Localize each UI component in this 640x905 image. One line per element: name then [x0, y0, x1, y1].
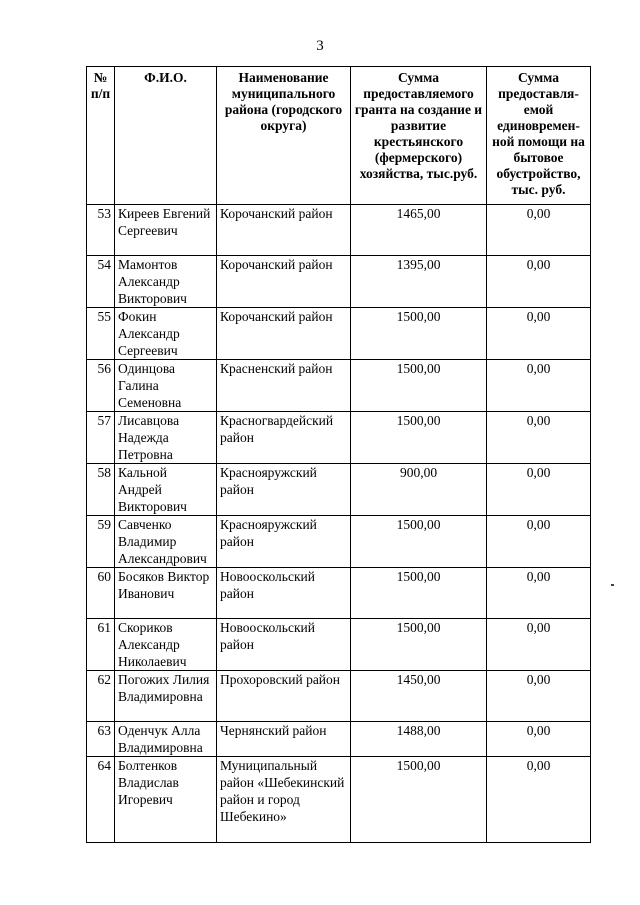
row-help: 0,00 — [487, 256, 591, 308]
row-fio: Болтенков Владислав Игоревич — [115, 757, 217, 843]
row-rayon: Чернянский район — [217, 722, 351, 757]
row-help: 0,00 — [487, 464, 591, 516]
row-rayon: Красногвардейский район — [217, 412, 351, 464]
row-num: 64 — [87, 757, 115, 843]
row-help: 0,00 — [487, 412, 591, 464]
row-help: 0,00 — [487, 360, 591, 412]
row-fio: Оденчук Алла Владимировна — [115, 722, 217, 757]
row-num: 62 — [87, 671, 115, 722]
row-rayon: Краснояружский район — [217, 464, 351, 516]
row-num: 56 — [87, 360, 115, 412]
row-help: 0,00 — [487, 205, 591, 256]
table-row — [87, 412, 591, 464]
scan-mark — [611, 584, 614, 586]
table-row — [87, 722, 591, 757]
row-num: 53 — [87, 205, 115, 256]
row-rayon: Корочанский район — [217, 308, 351, 360]
row-fio: Скориков Александр Николаевич — [115, 619, 217, 671]
row-grant: 1395,00 — [351, 256, 487, 308]
table-body — [87, 205, 591, 843]
row-fio: Одинцова Галина Семеновна — [115, 360, 217, 412]
row-fio: Фокин Александр Сергеевич — [115, 308, 217, 360]
row-help: 0,00 — [487, 722, 591, 757]
row-fio: Киреев Евгений Сергеевич — [115, 205, 217, 256]
row-rayon: Корочанский район — [217, 205, 351, 256]
row-fio: Босяков Виктор Иванович — [115, 568, 217, 619]
row-num: 57 — [87, 412, 115, 464]
row-grant: 1450,00 — [351, 671, 487, 722]
row-grant: 1500,00 — [351, 757, 487, 843]
row-grant: 1500,00 — [351, 308, 487, 360]
row-help: 0,00 — [487, 619, 591, 671]
header-row — [87, 67, 591, 205]
header-num: № п/п — [87, 67, 115, 205]
table-row — [87, 516, 591, 568]
row-grant: 1500,00 — [351, 619, 487, 671]
row-num: 60 — [87, 568, 115, 619]
row-grant: 1500,00 — [351, 360, 487, 412]
row-fio: Кальной Андрей Викторович — [115, 464, 217, 516]
row-rayon: Новооскольский район — [217, 619, 351, 671]
row-grant: 900,00 — [351, 464, 487, 516]
row-help: 0,00 — [487, 568, 591, 619]
row-num: 61 — [87, 619, 115, 671]
row-rayon: Корочанский район — [217, 256, 351, 308]
row-rayon: Новооскольский район — [217, 568, 351, 619]
header-help: Сумма предоставля-емой единовремен-ной помощи на бытовое обустройство, тыс. руб. — [487, 67, 591, 205]
row-fio: Савченко Владимир Александрович — [115, 516, 217, 568]
table-row — [87, 464, 591, 516]
row-help: 0,00 — [487, 671, 591, 722]
row-rayon: Красненский район — [217, 360, 351, 412]
row-grant: 1500,00 — [351, 516, 487, 568]
row-rayon: Муниципальный район «Шебекинский район и город Шебекино» — [217, 757, 351, 843]
table-row — [87, 360, 591, 412]
row-num: 54 — [87, 256, 115, 308]
table-row — [87, 568, 591, 619]
page-number: 3 — [316, 38, 324, 54]
row-grant: 1500,00 — [351, 412, 487, 464]
row-help: 0,00 — [487, 757, 591, 843]
row-fio: Мамонтов Александр Викторович — [115, 256, 217, 308]
row-num: 59 — [87, 516, 115, 568]
row-rayon: Краснояружский район — [217, 516, 351, 568]
table-row — [87, 619, 591, 671]
row-num: 63 — [87, 722, 115, 757]
row-num: 58 — [87, 464, 115, 516]
table-row — [87, 671, 591, 722]
row-grant: 1465,00 — [351, 205, 487, 256]
table-row — [87, 256, 591, 308]
header-fio: Ф.И.О. — [115, 67, 217, 205]
row-help: 0,00 — [487, 308, 591, 360]
grants-table — [86, 66, 591, 843]
row-grant: 1500,00 — [351, 568, 487, 619]
row-help: 0,00 — [487, 516, 591, 568]
row-num: 55 — [87, 308, 115, 360]
row-fio: Лисавцова Надежда Петровна — [115, 412, 217, 464]
row-fio: Погожих Лилия Владимировна — [115, 671, 217, 722]
header-rayon: Наименование муниципального района (городского округа) — [217, 67, 351, 205]
row-rayon: Прохоровский район — [217, 671, 351, 722]
table-row — [87, 205, 591, 256]
header-grant: Сумма предоставляемого гранта на создание и развитие крестьянского (фермерского) хозяйства, тыс.руб. — [351, 67, 487, 205]
table-row — [87, 757, 591, 843]
row-grant: 1488,00 — [351, 722, 487, 757]
table-row — [87, 308, 591, 360]
